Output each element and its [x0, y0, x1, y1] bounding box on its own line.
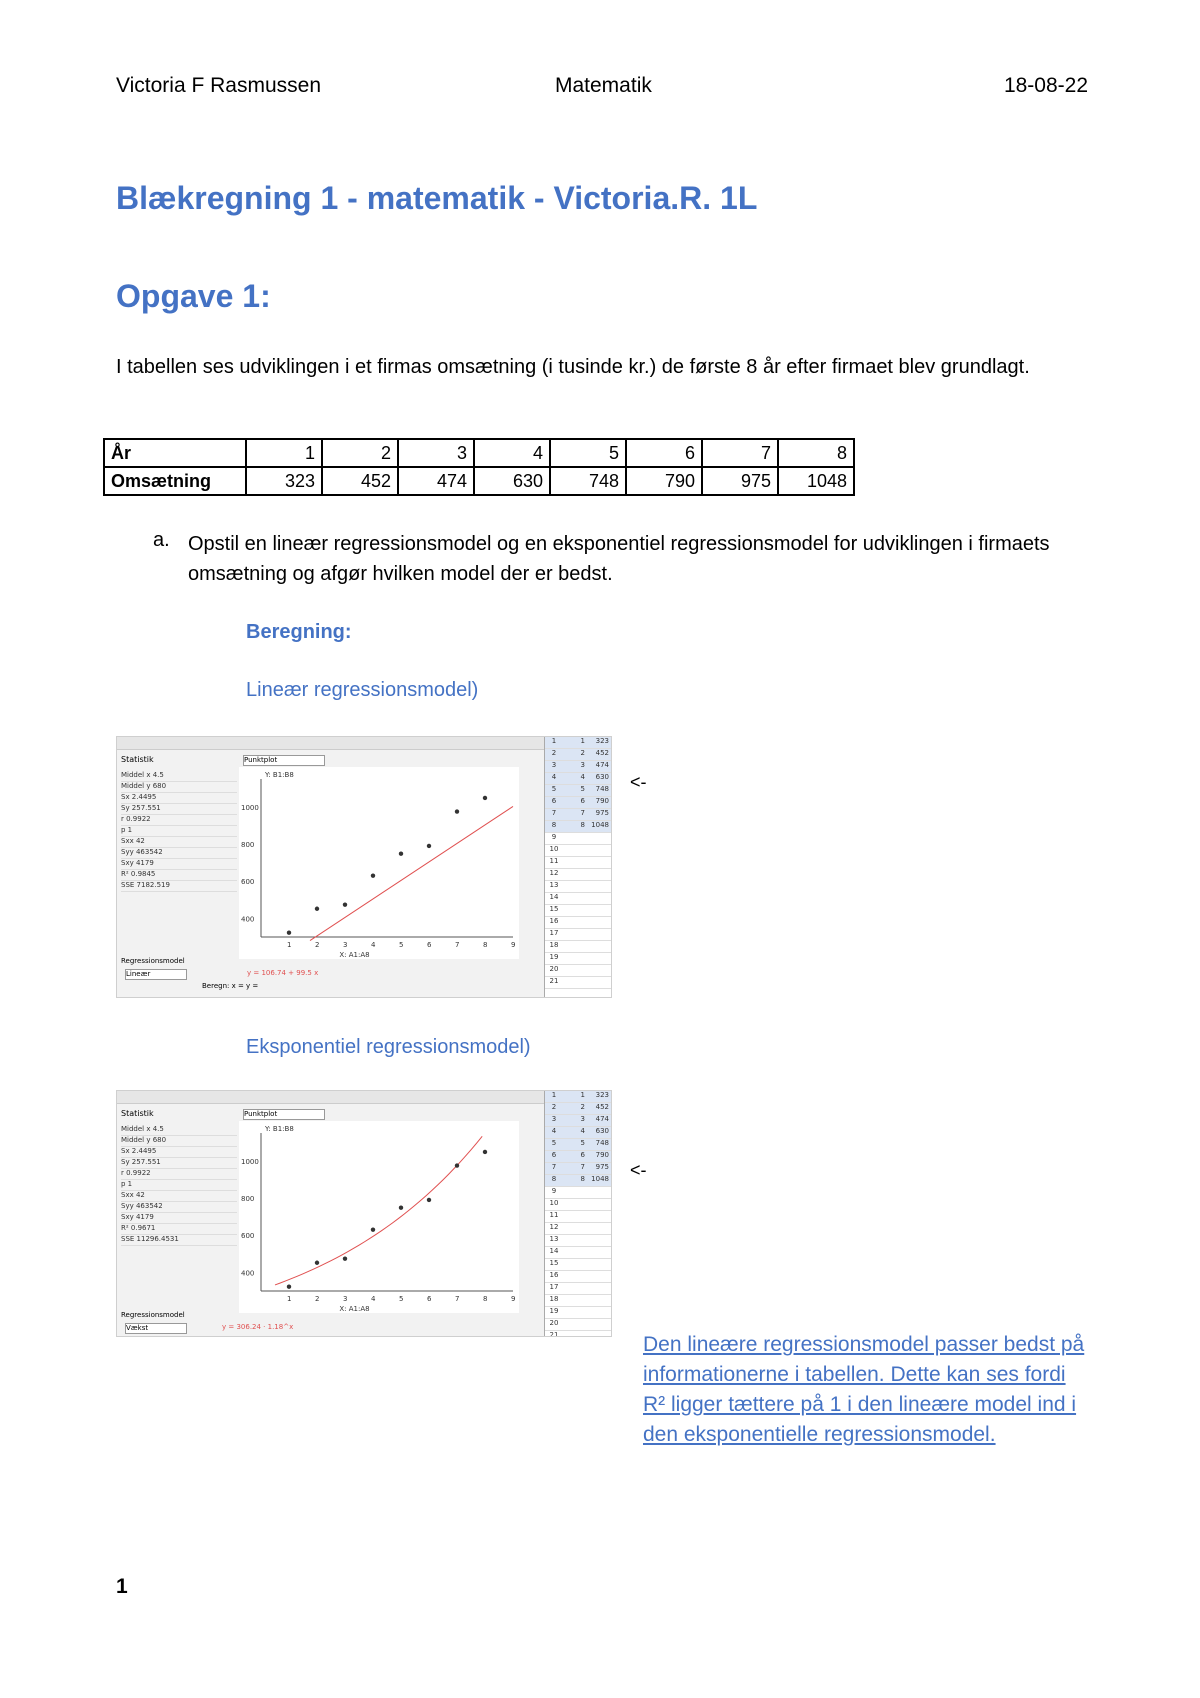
- header-date: 18-08-22: [1003, 74, 1088, 97]
- y-axis-label: Y: B1:B8: [265, 771, 294, 779]
- plot-type-select[interactable]: Punktplot: [243, 1109, 325, 1120]
- sheet-row: 9: [545, 833, 611, 845]
- plot-type-select[interactable]: Punktplot: [243, 755, 325, 766]
- sheet-row: 16: [545, 1271, 611, 1283]
- sheet-row: 21: [545, 977, 611, 989]
- y-tick-label: 400: [241, 915, 255, 924]
- data-point: [371, 873, 375, 877]
- table-cell: 1048: [778, 467, 854, 495]
- sheet-row: 17: [545, 1283, 611, 1295]
- stat-row: Syy 463542: [121, 1202, 237, 1213]
- table-cell: 6: [626, 439, 702, 467]
- dropdown-label: Statistik: [121, 1109, 154, 1118]
- sheet-row: 5 5 748: [545, 1139, 611, 1151]
- data-point: [399, 1206, 403, 1210]
- linear-plot: [239, 767, 519, 959]
- stat-row: p 1: [121, 1180, 237, 1191]
- equation-text: y = 306.24 · 1.18^x: [222, 1323, 294, 1331]
- page-number: 1: [116, 1575, 128, 1598]
- header-author: Victoria F Rasmussen: [116, 74, 322, 97]
- stat-row: SSE 7182.519: [121, 881, 237, 892]
- y-tick-label: 600: [241, 878, 255, 887]
- beregn-row: Beregn: x = y =: [202, 982, 259, 990]
- answer-text: Den lineære regressionsmodel passer bedst på informationerne i tabellen. Dette kan ses fordi R² ligger tættere på 1 i den lineære model ind i den eksponentielle regressionsmodel.: [643, 1333, 1085, 1446]
- document-title: Blækregning 1 - matematik - Victoria.R. 1L: [116, 180, 758, 216]
- x-tick-label: 4: [371, 941, 376, 949]
- x-axis-label: X: A1:A8: [339, 1305, 370, 1313]
- linear-screenshot: [116, 736, 612, 998]
- stat-row: Sx 2.4495: [121, 793, 237, 804]
- table-cell: 323: [246, 467, 322, 495]
- sheet-row: 14: [545, 893, 611, 905]
- stat-row: Middel x 4.5: [121, 1125, 237, 1136]
- screenshot-toolbar: [117, 737, 611, 750]
- table-row-years: [104, 439, 854, 467]
- x-tick-label: 3: [343, 941, 348, 949]
- sheet-row: 20: [545, 1319, 611, 1331]
- table-cell: 975: [702, 467, 778, 495]
- sheet-row: 9: [545, 1187, 611, 1199]
- x-tick-label: 2: [315, 941, 320, 949]
- model-label: Regressionsmodel: [121, 957, 185, 965]
- equation-text: y = 106.74 + 99.5 x: [247, 969, 319, 977]
- sheet-row: 4 4 630: [545, 773, 611, 785]
- stat-row: Sxy 4179: [121, 1213, 237, 1224]
- table-cell: 748: [550, 467, 626, 495]
- y-axis-label: Y: B1:B8: [265, 1125, 294, 1133]
- calc-label: Beregning:: [246, 621, 352, 643]
- exp-screenshot: [116, 1090, 612, 1337]
- sheet-row: 11: [545, 857, 611, 869]
- table-cell: 4: [474, 439, 550, 467]
- data-point: [455, 1163, 459, 1167]
- screenshot-toolbar: [117, 1091, 611, 1104]
- data-point: [371, 1227, 375, 1231]
- sheet-row: 1 1 323: [545, 1091, 611, 1103]
- task-heading: Opgave 1:: [116, 278, 271, 314]
- sheet-row: 18: [545, 941, 611, 953]
- x-tick-label: 7: [455, 1295, 460, 1303]
- sheet-row: 3 3 474: [545, 1115, 611, 1127]
- x-tick-label: 3: [343, 1295, 348, 1303]
- stat-row: Sy 257.551: [121, 804, 237, 815]
- sheet-row: 7 7 975: [545, 1163, 611, 1175]
- sheet-row: 19: [545, 1307, 611, 1319]
- data-table: [103, 438, 855, 496]
- sheet-row: 13: [545, 881, 611, 893]
- y-tick-label: 1000: [241, 1157, 259, 1166]
- y-tick-label: 1000: [241, 803, 259, 812]
- stats-panel: [121, 771, 237, 892]
- x-tick-label: 8: [483, 1295, 488, 1303]
- x-tick-label: 9: [511, 1295, 516, 1303]
- data-point: [287, 1285, 291, 1289]
- y-tick-label: 400: [241, 1269, 255, 1278]
- sheet-row: 20: [545, 965, 611, 977]
- stat-row: Middel x 4.5: [121, 771, 237, 782]
- sheet-row: 19: [545, 953, 611, 965]
- data-point: [455, 809, 459, 813]
- data-point: [483, 796, 487, 800]
- question-letter: a.: [153, 529, 170, 551]
- stat-row: SSE 11296.4531: [121, 1235, 237, 1246]
- sheet-row: 11: [545, 1211, 611, 1223]
- sheet-row: 12: [545, 1223, 611, 1235]
- intro-paragraph: I tabellen ses udviklingen i et firmas omsætning (i tusinde kr.) de første 8 år efter firmaet blev grundlagt.: [116, 356, 1030, 378]
- table-cell: 630: [474, 467, 550, 495]
- x-tick-label: 5: [399, 941, 404, 949]
- sheet-row: 6 6 790: [545, 1151, 611, 1163]
- header-subject: Matematik: [555, 74, 652, 97]
- sheet-row: 8 8 1048: [545, 1175, 611, 1187]
- sheet-row: 16: [545, 917, 611, 929]
- sheet-row: 2 2 452: [545, 1103, 611, 1115]
- data-point: [287, 931, 291, 935]
- data-point: [315, 907, 319, 911]
- sheet-row: 10: [545, 1199, 611, 1211]
- table-cell: 474: [398, 467, 474, 495]
- x-tick-label: 6: [427, 941, 432, 949]
- stat-row: r 0.9922: [121, 1169, 237, 1180]
- data-point: [427, 1198, 431, 1202]
- stat-row: R² 0.9671: [121, 1224, 237, 1235]
- y-tick-label: 800: [241, 1195, 255, 1204]
- data-point: [315, 1261, 319, 1265]
- sheet-row: 6 6 790: [545, 797, 611, 809]
- stat-row: Sxx 42: [121, 837, 237, 848]
- data-point: [399, 852, 403, 856]
- x-tick-label: 5: [399, 1295, 404, 1303]
- stat-row: r 0.9922: [121, 815, 237, 826]
- stat-row: Sxx 42: [121, 1191, 237, 1202]
- stat-row: Sy 257.551: [121, 1158, 237, 1169]
- stat-row: Syy 463542: [121, 848, 237, 859]
- sheet-row: 12: [545, 869, 611, 881]
- arrow-exp: <-: [630, 1160, 647, 1180]
- model-label: Regressionsmodel: [121, 1311, 185, 1319]
- dropdown-label: Statistik: [121, 755, 154, 764]
- sheet-row: 15: [545, 1259, 611, 1271]
- x-tick-label: 8: [483, 941, 488, 949]
- table-cell: 2: [322, 439, 398, 467]
- stat-row: Middel y 680: [121, 782, 237, 793]
- table-cell: 5: [550, 439, 626, 467]
- table-cell: 452: [322, 467, 398, 495]
- exp-plot: [239, 1121, 519, 1313]
- stat-row: p 1: [121, 826, 237, 837]
- table-cell: 1: [246, 439, 322, 467]
- table-row-label: Omsætning: [104, 467, 246, 495]
- model-select[interactable]: Lineær: [125, 969, 187, 980]
- x-tick-label: 1: [287, 941, 292, 949]
- spreadsheet-panel: [544, 1091, 611, 1336]
- sheet-row: 2 2 452: [545, 749, 611, 761]
- sheet-row: 1 1 323: [545, 737, 611, 749]
- y-tick-label: 600: [241, 1232, 255, 1241]
- sheet-row: 17: [545, 929, 611, 941]
- x-tick-label: 6: [427, 1295, 432, 1303]
- sheet-row: 3 3 474: [545, 761, 611, 773]
- sheet-row: 14: [545, 1247, 611, 1259]
- model-select[interactable]: Vækst: [125, 1323, 187, 1334]
- stat-row: Sx 2.4495: [121, 1147, 237, 1158]
- stat-row: R² 0.9845: [121, 870, 237, 881]
- table-cell: 8: [778, 439, 854, 467]
- sheet-row: 21: [545, 1331, 611, 1337]
- table-row-label: År: [104, 439, 246, 467]
- spreadsheet-panel: [544, 737, 611, 997]
- stat-row: Sxy 4179: [121, 859, 237, 870]
- sheet-row: 15: [545, 905, 611, 917]
- table-cell: 7: [702, 439, 778, 467]
- data-point: [427, 844, 431, 848]
- question-text: Opstil en lineær regressionsmodel og en eksponentiel regressionsmodel for udviklingen i firmaets omsætning og afgør hvilken model der er bedst.: [188, 533, 1050, 585]
- y-tick-label: 800: [241, 841, 255, 850]
- sheet-row: 4 4 630: [545, 1127, 611, 1139]
- x-tick-label: 4: [371, 1295, 376, 1303]
- plot-background: [239, 767, 519, 959]
- sheet-row: 10: [545, 845, 611, 857]
- exp-label: Eksponentiel regressionsmodel): [246, 1036, 531, 1058]
- data-point: [343, 902, 347, 906]
- table-cell: 790: [626, 467, 702, 495]
- x-tick-label: 2: [315, 1295, 320, 1303]
- x-tick-label: 1: [287, 1295, 292, 1303]
- data-point: [483, 1150, 487, 1154]
- table-row-revenue: [104, 467, 854, 495]
- table-cell: 3: [398, 439, 474, 467]
- sheet-row: 18: [545, 1295, 611, 1307]
- plot-background: [239, 1121, 519, 1313]
- sheet-row: 13: [545, 1235, 611, 1247]
- x-tick-label: 7: [455, 941, 460, 949]
- x-tick-label: 9: [511, 941, 516, 949]
- stat-row: Middel y 680: [121, 1136, 237, 1147]
- arrow-linear: <-: [630, 772, 647, 792]
- sheet-row: 7 7 975: [545, 809, 611, 821]
- x-axis-label: X: A1:A8: [339, 951, 370, 959]
- linear-label: Lineær regressionsmodel): [246, 679, 479, 701]
- data-point: [343, 1256, 347, 1260]
- sheet-row: 5 5 748: [545, 785, 611, 797]
- sheet-row: 8 8 1048: [545, 821, 611, 833]
- stats-panel: [121, 1125, 237, 1246]
